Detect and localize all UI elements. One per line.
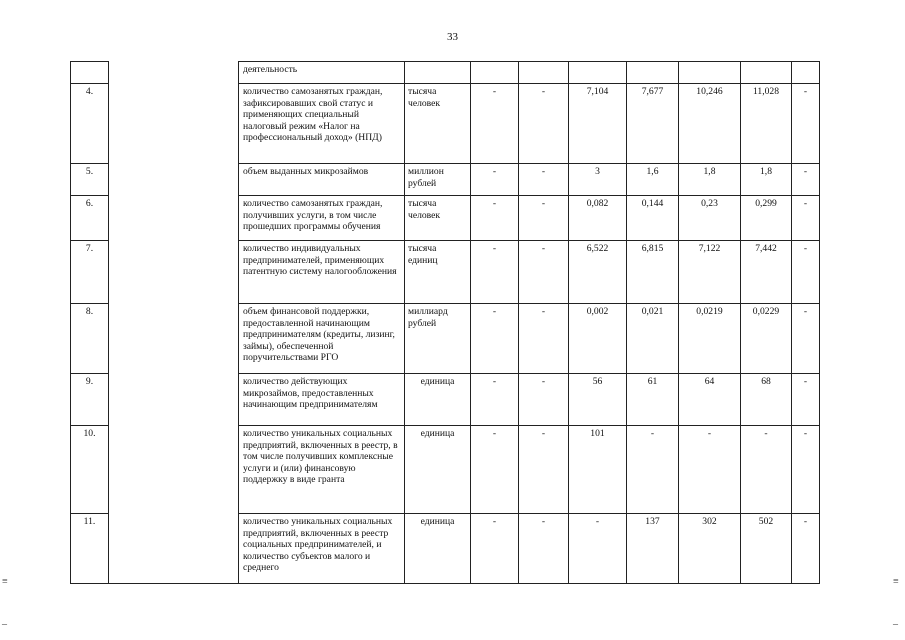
cell-value: - <box>569 514 627 584</box>
cell-unit: тысяча человек <box>405 84 471 164</box>
cell-value: 1,8 <box>679 164 741 196</box>
cell-value <box>627 62 679 84</box>
cell-indicator-name: количество уникальных социальных предприятий, включенных в реестр социальных предпринимателей, и количество субъектов малого и среднего <box>239 514 405 584</box>
cell-value: - <box>519 164 569 196</box>
cell-value: 7,122 <box>679 241 741 304</box>
cell-number: 4. <box>71 84 109 164</box>
cell-value: 10,246 <box>679 84 741 164</box>
cell-indicator-name: количество самозанятых граждан, получивших услуги, в том числе прошедших программы обучения <box>239 196 405 241</box>
cell-value: 7,104 <box>569 84 627 164</box>
cell-value: 61 <box>627 374 679 426</box>
cell-value: 0,021 <box>627 304 679 374</box>
cell-value: - <box>792 426 820 514</box>
left-margin-dash: – <box>2 619 7 630</box>
cell-value: - <box>471 374 519 426</box>
cell-value: 0,002 <box>569 304 627 374</box>
cell-value: 0,299 <box>741 196 792 241</box>
table-body <box>71 62 820 584</box>
cell-value: 11,028 <box>741 84 792 164</box>
cell-value: - <box>792 241 820 304</box>
cell-value: - <box>679 426 741 514</box>
cell-value: 3 <box>569 164 627 196</box>
cell-value: - <box>471 241 519 304</box>
cell-unit: миллиард рублей <box>405 304 471 374</box>
cell-unit: миллион рублей <box>405 164 471 196</box>
cell-unit: единица <box>405 426 471 514</box>
right-margin-dash: – <box>893 619 898 630</box>
cell-value: 0,0219 <box>679 304 741 374</box>
cell-value: - <box>792 374 820 426</box>
cell-value: 1,8 <box>741 164 792 196</box>
cell-value: - <box>519 84 569 164</box>
left-margin-mark: ≡ <box>2 576 8 587</box>
cell-value: 137 <box>627 514 679 584</box>
cell-value <box>679 62 741 84</box>
cell-value <box>569 62 627 84</box>
cell-number: 10. <box>71 426 109 514</box>
cell-number: 7. <box>71 241 109 304</box>
cell-value: - <box>519 241 569 304</box>
cell-value: 0,144 <box>627 196 679 241</box>
indicators-table <box>70 61 820 584</box>
cell-value: - <box>519 426 569 514</box>
cell-number: 5. <box>71 164 109 196</box>
cell-indicator-name: количество самозанятых граждан, зафиксировавших свой статус и применяющих специальный налоговый режим «Налог на профессиональный доход» (НПД) <box>239 84 405 164</box>
cell-number: 9. <box>71 374 109 426</box>
cell-value: 7,442 <box>741 241 792 304</box>
cell-value: - <box>519 374 569 426</box>
cell-value: - <box>792 196 820 241</box>
cell-value: - <box>471 84 519 164</box>
cell-value: 56 <box>569 374 627 426</box>
cell-value: 502 <box>741 514 792 584</box>
cell-value: 0,082 <box>569 196 627 241</box>
cell-unit: единица <box>405 514 471 584</box>
cell-value: - <box>471 426 519 514</box>
cell-value: - <box>471 164 519 196</box>
cell-unit: единица <box>405 374 471 426</box>
cell-value: - <box>792 84 820 164</box>
cell-value <box>741 62 792 84</box>
cell-value: - <box>792 304 820 374</box>
cell-indicator-name: деятельность <box>239 62 405 84</box>
cell-value: 6,815 <box>627 241 679 304</box>
cell-number: 11. <box>71 514 109 584</box>
cell-unit: тысяча единиц <box>405 241 471 304</box>
cell-number: 6. <box>71 196 109 241</box>
cell-value: 6,522 <box>569 241 627 304</box>
cell-value: - <box>471 304 519 374</box>
cell-value: - <box>741 426 792 514</box>
cell-value: - <box>792 164 820 196</box>
cell-indicator-name: объем финансовой поддержки, предоставленной начинающим предпринимателям (кредиты, лизинг, займы), обеспеченной поручительствами РГО <box>239 304 405 374</box>
program-cell <box>109 62 239 584</box>
cell-indicator-name: объем выданных микрозаймов <box>239 164 405 196</box>
cell-number <box>71 62 109 84</box>
cell-value <box>792 62 820 84</box>
cell-value: - <box>519 514 569 584</box>
cell-value: 7,677 <box>627 84 679 164</box>
cell-value: 0,0229 <box>741 304 792 374</box>
cell-value: - <box>471 514 519 584</box>
cell-value <box>471 62 519 84</box>
cell-indicator-name: количество действующих микрозаймов, предоставленных начинающим предпринимателям <box>239 374 405 426</box>
cell-value: 302 <box>679 514 741 584</box>
cell-value: - <box>792 514 820 584</box>
cell-unit <box>405 62 471 84</box>
cell-value: 0,23 <box>679 196 741 241</box>
cell-indicator-name: количество индивидуальных предпринимателей, применяющих патентную систему налогообложения <box>239 241 405 304</box>
cell-value: - <box>519 304 569 374</box>
cell-indicator-name: количество уникальных социальных предприятий, включенных в реестр, в том числе получивших комплексные услуги и (или) финансовую поддержку в виде гранта <box>239 426 405 514</box>
cell-value: 64 <box>679 374 741 426</box>
cell-number: 8. <box>71 304 109 374</box>
cell-unit: тысяча человек <box>405 196 471 241</box>
cell-value: 68 <box>741 374 792 426</box>
cell-value: - <box>519 196 569 241</box>
table-row-continuation <box>71 62 820 84</box>
cell-value: - <box>627 426 679 514</box>
cell-value: 101 <box>569 426 627 514</box>
page-number: 33 <box>447 31 458 43</box>
right-margin-mark: ≡ <box>893 576 899 587</box>
cell-value: - <box>471 196 519 241</box>
cell-value: 1,6 <box>627 164 679 196</box>
cell-value <box>519 62 569 84</box>
